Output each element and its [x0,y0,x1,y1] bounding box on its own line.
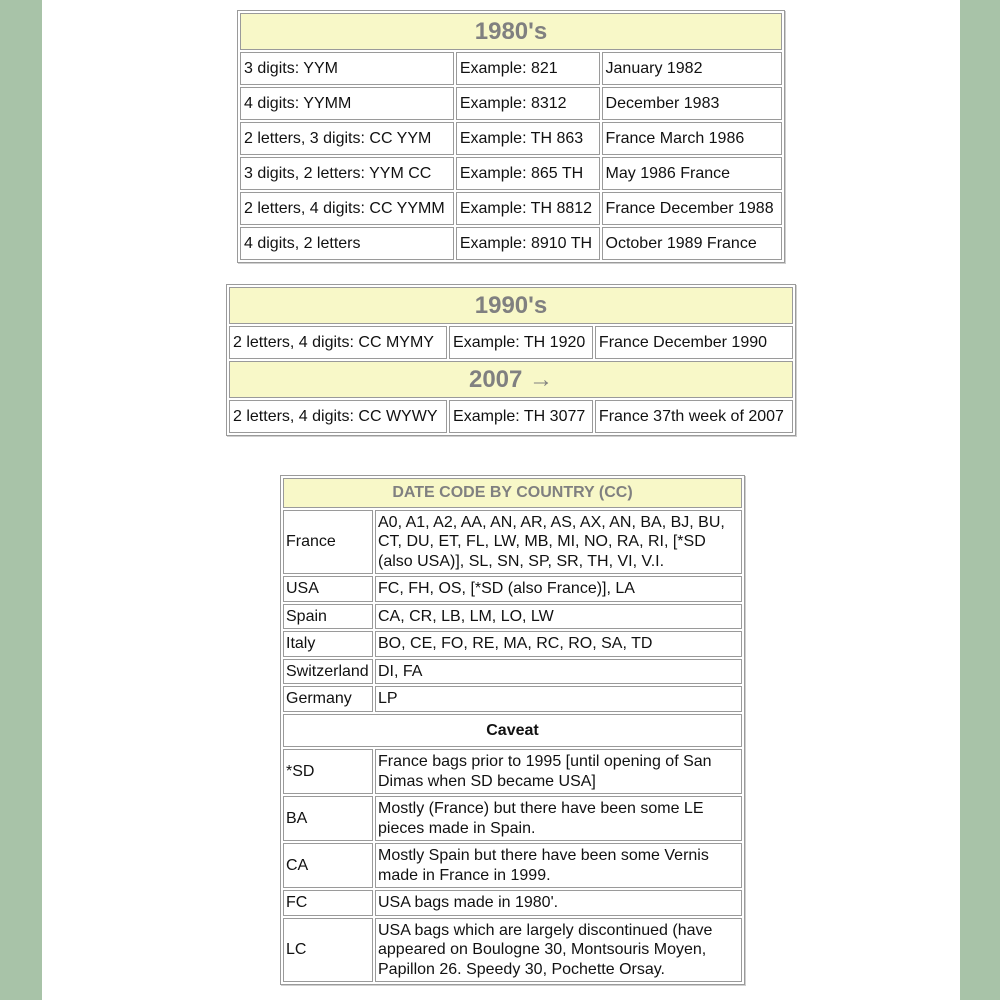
format-cell: 2 letters, 4 digits: CC YYMM [240,192,454,225]
codes-cell: FC, FH, OS, [*SD (also France)], LA [375,576,742,602]
meaning-cell: January 1982 [602,52,782,85]
table-row [240,227,782,260]
caveat-note-cell: USA bags made in 1980'. [375,890,742,916]
meaning-cell: France 37th week of 2007 [595,400,793,433]
format-cell: 2 letters, 4 digits: CC WYWY [229,400,447,433]
codes-cell: DI, FA [375,659,742,685]
table-row [240,122,782,155]
codes-cell: CA, CR, LB, LM, LO, LW [375,604,742,630]
table-row [283,510,742,575]
meaning-cell: December 1983 [602,87,782,120]
country-cell: USA [283,576,373,602]
format-cell: 3 digits: YYM [240,52,454,85]
meaning-cell: France December 1990 [595,326,793,359]
table-row [283,576,742,602]
table-row [283,686,742,712]
caveat-code-cell: *SD [283,749,373,794]
table-title-2007: 2007 → [229,361,793,398]
table-row [240,87,782,120]
table-row [229,326,793,359]
example-cell: Example: TH 1920 [449,326,593,359]
example-cell: Example: 8910 TH [456,227,600,260]
caveat-note-cell: USA bags which are largely discontinued (have appeared on Boulogne 30, Montsouris Moyen, Papillon 26. Speedy 30, Pochette Orsay. [375,918,742,983]
caveat-code-cell: LC [283,918,373,983]
caveat-code-cell: CA [283,843,373,888]
format-cell: 3 digits, 2 letters: YYM CC [240,157,454,190]
format-cell: 4 digits: YYMM [240,87,454,120]
example-cell: Example: TH 3077 [449,400,593,433]
meaning-cell: October 1989 France [602,227,782,260]
caveat-note-cell: Mostly Spain but there have been some Vernis made in France in 1999. [375,843,742,888]
table-row [283,604,742,630]
table-row [229,400,793,433]
table-row [283,749,742,794]
caveat-note-cell: France bags prior to 1995 [until opening of San Dimas when SD became USA] [375,749,742,794]
meaning-cell: France March 1986 [602,122,782,155]
example-cell: Example: TH 863 [456,122,600,155]
caveat-code-cell: FC [283,890,373,916]
table-row [283,890,742,916]
example-cell: Example: 821 [456,52,600,85]
codes-cell: A0, A1, A2, AA, AN, AR, AS, AX, AN, BA, BJ, BU, CT, DU, ET, FL, LW, MB, MI, NO, RA, RI, [*SD (also USA)], SL, SN, SP, SR, TH, VI, V.I. [375,510,742,575]
country-cell: Italy [283,631,373,657]
table-1980s [237,10,785,263]
table-title-1980s: 1980's [240,13,782,50]
country-cell: France [283,510,373,575]
format-cell: 4 digits, 2 letters [240,227,454,260]
meaning-cell: France December 1988 [602,192,782,225]
table-row [283,659,742,685]
table-row [240,52,782,85]
caveat-note-cell: Mostly (France) but there have been some LE pieces made in Spain. [375,796,742,841]
table-row [283,843,742,888]
country-cell: Switzerland [283,659,373,685]
country-code-table [280,475,745,985]
format-cell: 2 letters, 4 digits: CC MYMY [229,326,447,359]
example-cell: Example: 8312 [456,87,600,120]
table-title-1990s: 1990's [229,287,793,324]
example-cell: Example: TH 8812 [456,192,600,225]
codes-cell: BO, CE, FO, RE, MA, RC, RO, SA, TD [375,631,742,657]
table-row [283,631,742,657]
format-cell: 2 letters, 3 digits: CC YYM [240,122,454,155]
example-cell: Example: 865 TH [456,157,600,190]
country-table-title: DATE CODE BY COUNTRY (CC) [283,478,742,508]
country-cell: Germany [283,686,373,712]
meaning-cell: May 1986 France [602,157,782,190]
table-row [240,157,782,190]
page [42,0,960,1000]
country-cell: Spain [283,604,373,630]
caveat-code-cell: BA [283,796,373,841]
caveat-title: Caveat [283,714,742,748]
codes-cell: LP [375,686,742,712]
table-1990s [226,284,796,436]
table-row [283,796,742,841]
table-row [240,192,782,225]
table-row [283,918,742,983]
